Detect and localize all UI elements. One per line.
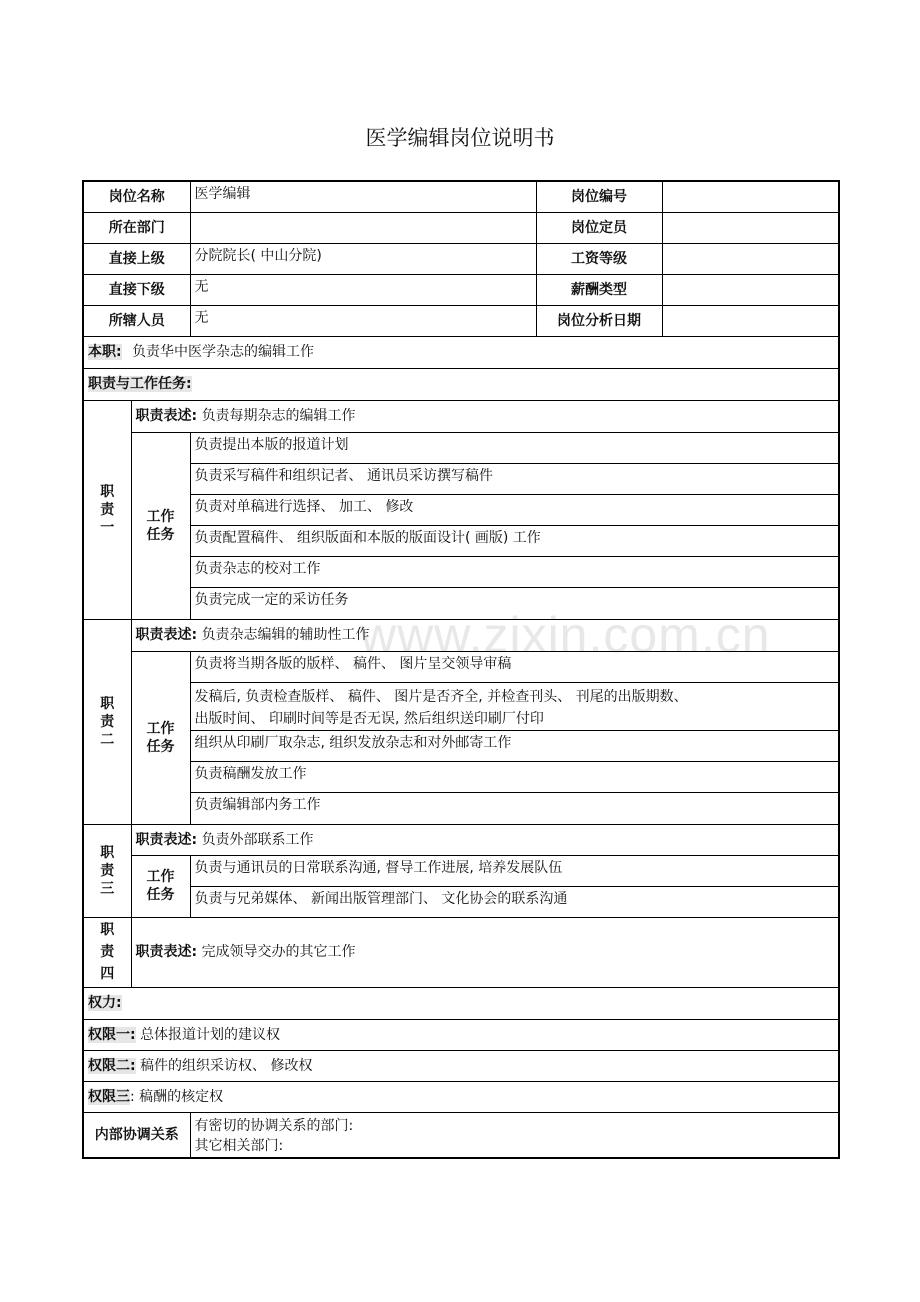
task-row: [83, 886, 839, 917]
duty-desc-text: 完成领导交办的其它工作: [201, 944, 356, 960]
task-row: [83, 587, 839, 619]
tasks-label-text: 工作任务: [146, 508, 175, 543]
duty-desc-label: 职责表述:: [135, 944, 198, 960]
main-duty-text: 负责华中医学杂志的编辑工作: [132, 344, 315, 360]
info-value: 分院院长( 中山分院): [190, 243, 536, 274]
duty-desc-label: 职责表述:: [135, 627, 198, 643]
duties-header-row: [83, 368, 839, 400]
duty-desc-text: 负责每期杂志的编辑工作: [201, 408, 356, 424]
tasks-label: [131, 432, 190, 619]
task-row: [83, 463, 839, 494]
coord-row: [83, 1112, 839, 1158]
task-line: 发稿后, 负责检查版样、 稿件、 图片是否齐全, 并检查刊头、 刊尾的出版期数、: [194, 688, 688, 705]
power-label: 权限一:: [88, 1026, 136, 1043]
main-duty-row: [83, 336, 839, 368]
info-label: 岗位名称: [83, 181, 190, 212]
duty-name: [83, 619, 131, 824]
task-row: [83, 730, 839, 761]
task-item: 负责将当期各版的版样、 稿件、 图片呈交领导审稿: [190, 651, 839, 682]
watermark: www.zixin.com.cn: [360, 607, 771, 663]
task-item: 负责与兄弟媒体、 新闻出版管理部门、 文化协会的联系沟通: [190, 886, 839, 917]
task-row: [83, 525, 839, 556]
duty-desc-text: 负责外部联系工作: [201, 831, 314, 848]
task-item: 负责采写稿件和组织记者、 通讯员采访撰写稿件: [190, 463, 839, 494]
duty-desc-text: 负责杂志编辑的辅助性工作: [201, 627, 370, 643]
duty-desc-row: [83, 824, 839, 855]
tasks-label-text: 工作任务: [146, 869, 175, 903]
coord-line-1: 有密切的协调关系的部门:: [194, 1117, 354, 1134]
info-row: [83, 181, 839, 212]
task-item: 负责编辑部内务工作: [190, 792, 839, 824]
task-row: [83, 855, 839, 886]
info-label: 所在部门: [83, 212, 190, 243]
main-duty-cell: [83, 336, 839, 368]
info-label-2: 岗位分析日期: [536, 305, 662, 336]
duties-header-cell: [83, 368, 839, 400]
power-cell: [83, 1019, 839, 1050]
info-value-2: [662, 305, 839, 336]
power-cell: [83, 1081, 839, 1112]
task-line: 出版时间、 印刷时间等是否无误, 然后组织送印刷厂付印: [194, 710, 544, 727]
power-header-row: [83, 987, 839, 1019]
duty-desc-cell: [131, 824, 839, 855]
duty-name: [83, 917, 131, 987]
info-value: 医学编辑: [190, 181, 536, 212]
duty-name-text: 职责一: [100, 483, 115, 536]
power-row: [83, 1081, 839, 1112]
task-item: 负责与通讯员的日常联系沟通, 督导工作进展, 培养发展队伍: [190, 855, 839, 886]
task-item-multiline: [190, 682, 839, 730]
task-item: 组织从印刷厂取杂志, 组织发放杂志和对外邮寄工作: [190, 730, 839, 761]
task-row: [83, 792, 839, 824]
info-value-2: [662, 212, 839, 243]
duty-name-text: 职责四: [100, 922, 115, 982]
power-row: [83, 1050, 839, 1081]
task-row: [83, 432, 839, 463]
duty-desc-row: [83, 400, 839, 432]
task-row: [83, 651, 839, 682]
info-label-2: 工资等级: [536, 243, 662, 274]
duty-desc-label: 职责表述:: [135, 831, 198, 848]
info-value-2: [662, 274, 839, 305]
task-item: 负责完成一定的采访任务: [190, 587, 839, 619]
info-value: 无: [190, 305, 536, 336]
task-row: [83, 761, 839, 792]
power-header: 权力:: [88, 995, 122, 1011]
info-label-2: 岗位编号: [536, 181, 662, 212]
duty-name-text: 职责三: [100, 844, 115, 897]
info-label-2: 岗位定员: [536, 212, 662, 243]
power-text: 稿件的组织采访权、 修改权: [140, 1057, 313, 1074]
duty-desc-cell: [131, 400, 839, 432]
tasks-label-text: 工作任务: [146, 720, 175, 755]
power-row: [83, 1019, 839, 1050]
power-label: 权限三: [88, 1088, 130, 1105]
duty-desc-cell: [131, 619, 839, 651]
task-item: 负责稿酬发放工作: [190, 761, 839, 792]
info-label-2: 薪酬类型: [536, 274, 662, 305]
info-value-2: [662, 181, 839, 212]
coord-label: 内部协调关系: [83, 1112, 190, 1158]
coord-cell: [190, 1112, 839, 1158]
job-description-table: [82, 180, 840, 1159]
power-text: : 稿酬的核定权: [130, 1088, 224, 1105]
duty-name: [83, 824, 131, 917]
tasks-label: [131, 651, 190, 824]
duty-desc-row: [83, 917, 839, 987]
duty-desc-label: 职责表述:: [135, 408, 198, 424]
power-cell: [83, 1050, 839, 1081]
power-label: 权限二:: [88, 1057, 136, 1074]
power-text: 总体报道计划的建议权: [140, 1026, 281, 1043]
duty-name-text: 职责二: [100, 695, 115, 748]
task-item: 负责对单稿进行选择、 加工、 修改: [190, 494, 839, 525]
info-row: [83, 243, 839, 274]
document-title: 医学编辑岗位说明书: [365, 126, 555, 150]
tasks-label: [131, 855, 190, 917]
info-value: [190, 212, 536, 243]
duty-desc-cell: [131, 917, 839, 987]
task-row: [83, 494, 839, 525]
main-duty-label: 本职:: [88, 344, 122, 360]
task-item: 负责提出本版的报道计划: [190, 432, 839, 463]
info-value: 无: [190, 274, 536, 305]
info-row: [83, 305, 839, 336]
info-label: 直接下级: [83, 274, 190, 305]
job-description-sheet: [82, 180, 838, 1159]
task-row: [83, 682, 839, 730]
info-label: 直接上级: [83, 243, 190, 274]
duty-name: [83, 400, 131, 619]
duty-desc-row: [83, 619, 839, 651]
duties-header: 职责与工作任务:: [88, 376, 192, 392]
coord-line-2: 其它相关部门:: [194, 1137, 284, 1154]
task-item: 负责配置稿件、 组织版面和本版的版面设计( 画版) 工作: [190, 525, 839, 556]
power-header-cell: [83, 987, 839, 1019]
task-item: 负责杂志的校对工作: [190, 556, 839, 587]
info-row: [83, 212, 839, 243]
info-row: [83, 274, 839, 305]
task-row: [83, 556, 839, 587]
info-value-2: [662, 243, 839, 274]
info-label: 所辖人员: [83, 305, 190, 336]
